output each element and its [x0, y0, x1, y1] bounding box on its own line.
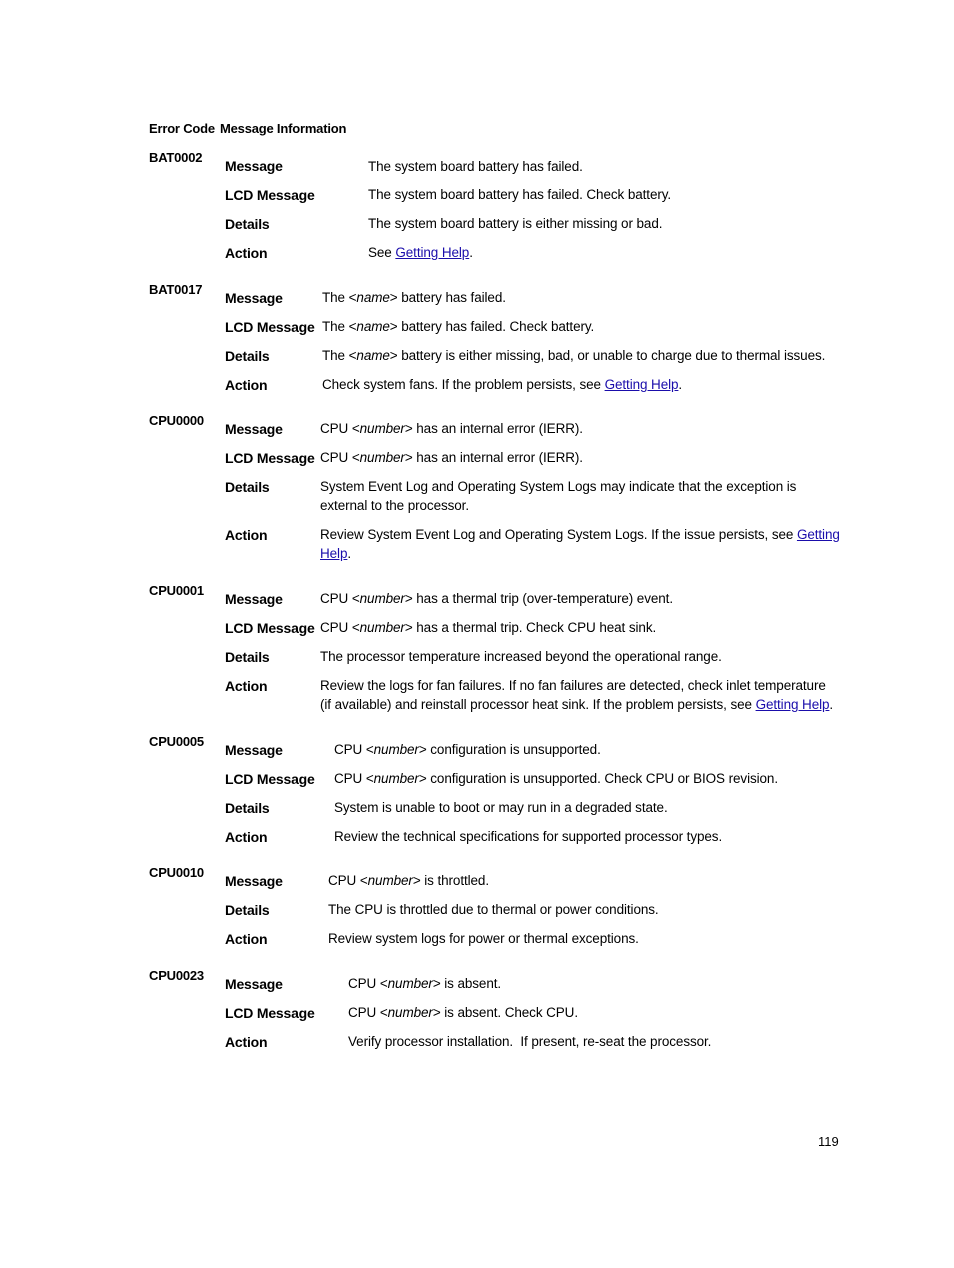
action-text [320, 525, 840, 563]
lcd-suffix: > has an internal error (IERR). [404, 450, 583, 465]
label-lcd-message: LCD Message [225, 620, 315, 636]
message-suffix: > battery has failed. [389, 290, 506, 305]
message-prefix: The < [322, 290, 357, 305]
action-text: Verify processor installation. If present, re-seat the processor. [348, 1034, 712, 1049]
label-lcd-message: LCD Message [225, 187, 315, 203]
lcd-suffix: > battery has failed. Check battery. [389, 319, 595, 334]
message-prefix: CPU < [320, 591, 360, 606]
error-code: CPU0010 [149, 865, 204, 880]
lcd-message-text [320, 618, 656, 637]
label-action: Action [225, 377, 268, 393]
label-details: Details [225, 479, 270, 495]
error-code: CPU0001 [149, 583, 204, 598]
message-text: The system board battery has failed. [368, 159, 583, 174]
error-code: CPU0000 [149, 413, 204, 428]
message-variable: number [359, 591, 405, 606]
action-text [368, 243, 473, 262]
action-text-suffix: . [347, 546, 352, 561]
message-prefix: CPU < [348, 976, 388, 991]
lcd-suffix: > configuration is unsupported. Check CPU or BIOS revision. [418, 771, 778, 786]
action-line: Review the logs for fan failures. If no fan failures are detected, check inlet temperature [320, 678, 826, 693]
action-text: Review system logs for power or thermal exceptions. [328, 931, 639, 946]
details-text [320, 477, 796, 515]
message-variable: number [359, 421, 405, 436]
details-text: The CPU is throttled due to thermal or power conditions. [328, 902, 659, 917]
lcd-prefix: CPU < [320, 450, 360, 465]
lcd-prefix: The < [322, 319, 357, 334]
details-suffix: > battery is either missing, bad, or unable to charge due to thermal issues. [389, 348, 826, 363]
label-details: Details [225, 348, 270, 364]
label-details: Details [225, 902, 270, 918]
page-number: 119 [818, 1134, 839, 1149]
message-suffix: > is absent. [432, 976, 502, 991]
lcd-prefix: CPU < [348, 1005, 388, 1020]
details-text [322, 346, 825, 365]
label-lcd-message: LCD Message [225, 771, 315, 787]
message-variable: number [367, 873, 413, 888]
action-text-prefix: (if available) and reinstall processor heat sink. If the problem persists, see [320, 697, 756, 712]
label-message: Message [225, 976, 283, 992]
action-text-prefix: Check system fans. If the problem persists, see [322, 377, 605, 392]
label-details: Details [225, 649, 270, 665]
details-line: external to the processor. [320, 498, 469, 513]
action-text: Review the technical specifications for supported processor types. [334, 829, 723, 844]
details-prefix: The < [322, 348, 357, 363]
label-action: Action [225, 931, 268, 947]
message-suffix: > has an internal error (IERR). [404, 421, 583, 436]
label-lcd-message: LCD Message [225, 450, 315, 466]
label-action: Action [225, 1034, 268, 1050]
action-text [322, 375, 682, 394]
getting-help-link[interactable]: Getting Help [395, 245, 470, 260]
action-text-prefix: See [368, 245, 396, 260]
lcd-suffix: > is absent. Check CPU. [432, 1005, 578, 1020]
lcd-prefix: CPU < [334, 771, 374, 786]
label-action: Action [225, 678, 268, 694]
error-code: BAT0002 [149, 150, 203, 165]
lcd-message-text [334, 769, 778, 788]
getting-help-link-continued[interactable]: Help [320, 546, 348, 561]
label-lcd-message: LCD Message [225, 319, 315, 335]
details-line: System Event Log and Operating System Logs may indicate that the exception is [320, 479, 797, 494]
label-message: Message [225, 742, 283, 758]
label-message: Message [225, 158, 283, 174]
lcd-suffix: > has a thermal trip. Check CPU heat sink. [404, 620, 657, 635]
getting-help-link[interactable]: Getting [796, 527, 840, 542]
lcd-variable: number [373, 771, 419, 786]
getting-help-link[interactable]: Getting Help [604, 377, 679, 392]
details-text: The system board battery is either missing or bad. [368, 216, 663, 231]
label-message: Message [225, 591, 283, 607]
header-message-information: Message Information [220, 121, 347, 136]
label-message: Message [225, 421, 283, 437]
lcd-variable: number [359, 620, 405, 635]
label-action: Action [225, 829, 268, 845]
label-action: Action [225, 245, 268, 261]
label-lcd-message: LCD Message [225, 1005, 315, 1021]
label-details: Details [225, 800, 270, 816]
message-text [320, 589, 673, 608]
error-code: BAT0017 [149, 282, 203, 297]
message-prefix: CPU < [334, 742, 374, 757]
lcd-message-text [320, 448, 583, 467]
message-suffix: > is throttled. [412, 873, 489, 888]
action-text-suffix: . [829, 697, 834, 712]
label-message: Message [225, 290, 283, 306]
header-error-code: Error Code [149, 121, 215, 136]
action-text-suffix: . [469, 245, 473, 260]
action-text-suffix: . [678, 377, 683, 392]
label-message: Message [225, 873, 283, 889]
lcd-prefix: CPU < [320, 620, 360, 635]
lcd-variable: number [359, 450, 405, 465]
action-text [320, 676, 833, 714]
action-text-prefix: Review System Event Log and Operating System Logs. If the issue persists, see [320, 527, 797, 542]
details-text: System is unable to boot or may run in a degraded state. [334, 800, 668, 815]
message-text [348, 974, 501, 993]
message-text [328, 871, 489, 890]
message-variable: number [387, 976, 433, 991]
message-suffix: > configuration is unsupported. [418, 742, 601, 757]
lcd-variable: name [356, 319, 390, 334]
message-text [334, 740, 601, 759]
lcd-message-text: The system board battery has failed. Check battery. [368, 187, 672, 202]
getting-help-link[interactable]: Getting Help [755, 697, 830, 712]
error-code: CPU0005 [149, 734, 204, 749]
label-details: Details [225, 216, 270, 232]
message-text [320, 419, 583, 438]
lcd-message-text [322, 317, 594, 336]
lcd-message-text [348, 1003, 578, 1022]
message-prefix: CPU < [328, 873, 368, 888]
details-variable: name [356, 348, 390, 363]
label-action: Action [225, 527, 268, 543]
details-text: The processor temperature increased beyond the operational range. [320, 649, 722, 664]
lcd-variable: number [387, 1005, 433, 1020]
message-variable: number [373, 742, 419, 757]
message-prefix: CPU < [320, 421, 360, 436]
message-text [322, 288, 506, 307]
error-code: CPU0023 [149, 968, 204, 983]
message-suffix: > has a thermal trip (over-temperature) event. [404, 591, 673, 606]
message-variable: name [356, 290, 390, 305]
